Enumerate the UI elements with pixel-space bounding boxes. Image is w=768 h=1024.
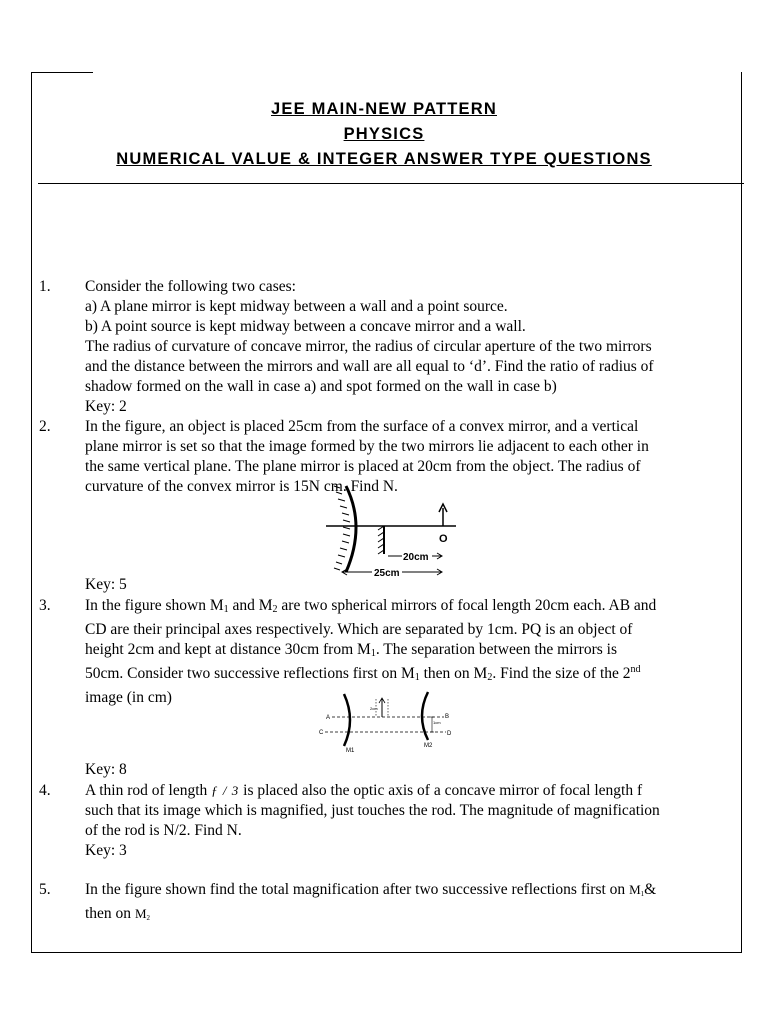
- question-text-line: then on $M_2$: [85, 905, 150, 922]
- object-pq: [379, 698, 385, 717]
- svg-text:20cm: 20cm: [403, 552, 429, 563]
- dimension-20cm: [388, 550, 442, 563]
- header-title: JEE MAIN-NEW PATTERN: [271, 100, 497, 118]
- svg-text:25cm: 25cm: [374, 568, 400, 579]
- answer-key-3: Key: 8: [85, 761, 127, 778]
- object-arrow: [439, 504, 447, 526]
- question-text-line: image (in cm): [85, 689, 172, 706]
- header-subject: PHYSICS: [343, 125, 425, 143]
- label-a: A: [326, 715, 331, 721]
- question-number: 3.: [39, 597, 51, 614]
- question-text-line: In the figure shown find the total magnification after two successive reflections first on $M_1\&$: [85, 881, 657, 898]
- question-text-line: A thin rod of length ƒ / 3 is placed also the optic axis of a concave mirror of focal length f: [85, 782, 643, 799]
- figure-convex-plane-mirror: [318, 484, 463, 579]
- question-text-line: curvature of the convex mirror is 15N cm. Find N.: [85, 478, 398, 495]
- header-question-type: NUMERICAL VALUE & INTEGER ANSWER TYPE QUESTIONS: [116, 150, 652, 168]
- mirror-m1: [344, 694, 350, 746]
- question-text-line: b) A point source is kept midway between a concave mirror and a wall.: [85, 318, 526, 335]
- label-separation: 1cm: [433, 720, 441, 725]
- label-m2: M2: [424, 743, 433, 749]
- label-height: 2cm: [370, 706, 378, 711]
- question-text-line: The radius of curvature of concave mirror, the radius of circular aperture of the two mirrors: [85, 338, 652, 355]
- question-text-line: a) A plane mirror is kept midway between a wall and a point source.: [85, 298, 508, 315]
- question-text-line: of the rod is N/2. Find N.: [85, 822, 242, 839]
- question-text-line: plane mirror is set so that the image formed by the two mirrors lie adjacent to each other in: [85, 438, 649, 455]
- question-number: 2.: [39, 418, 51, 435]
- question-number: 4.: [39, 782, 51, 799]
- question-number: 1.: [39, 278, 51, 295]
- label-b: B: [445, 714, 450, 720]
- question-text-line: CD are their principal axes respectively. Which are separated by 1cm. PQ is an object of: [85, 621, 633, 638]
- answer-key: Key: 2: [85, 398, 127, 415]
- label-m1: M1: [346, 748, 355, 754]
- question-number: 5.: [39, 881, 51, 898]
- question-text-line: Consider the following two cases:: [85, 278, 296, 295]
- convex-mirror: [334, 486, 356, 572]
- plane-mirror: [378, 526, 384, 554]
- question-text-line: and the distance between the mirrors and wall are all equal to ‘d’. Find the ratio of radius of: [85, 358, 654, 375]
- question-text-line: such that its image which is magnified, just touches the rod. The magnitude of magnification: [85, 802, 660, 819]
- dimension-25cm: [342, 566, 442, 579]
- figure-two-spherical-mirrors: [316, 690, 456, 758]
- question-text-line: In the figure, an object is placed 25cm from the surface of a convex mirror, and a vertical: [85, 418, 639, 435]
- question-text-line: In the figure shown $M_1$ and $M_2$ are two spherical mirrors of focal length 20cm each. AB and: [85, 597, 657, 615]
- question-text-line: 50cm. Consider two successive reflections first on $M_1$ then on $M_2$. Find the size of the 2nd: [85, 664, 641, 683]
- mirror-m2: [422, 692, 428, 740]
- object-label: O: [439, 533, 448, 545]
- header-divider: [38, 183, 744, 184]
- answer-key-2: Key: 5: [85, 576, 127, 593]
- question-text-line: shadow formed on the wall in case a) and spot formed on the wall in case b): [85, 378, 557, 395]
- question-text-line: height 2cm and kept at distance 30cm from $M_1$. The separation between the mirrors is: [85, 641, 617, 659]
- label-c: C: [319, 730, 324, 736]
- question-text-line: the same vertical plane. The plane mirror is placed at 20cm from the object. The radius of: [85, 458, 641, 475]
- label-d: D: [447, 731, 452, 737]
- answer-key: Key: 3: [85, 842, 127, 859]
